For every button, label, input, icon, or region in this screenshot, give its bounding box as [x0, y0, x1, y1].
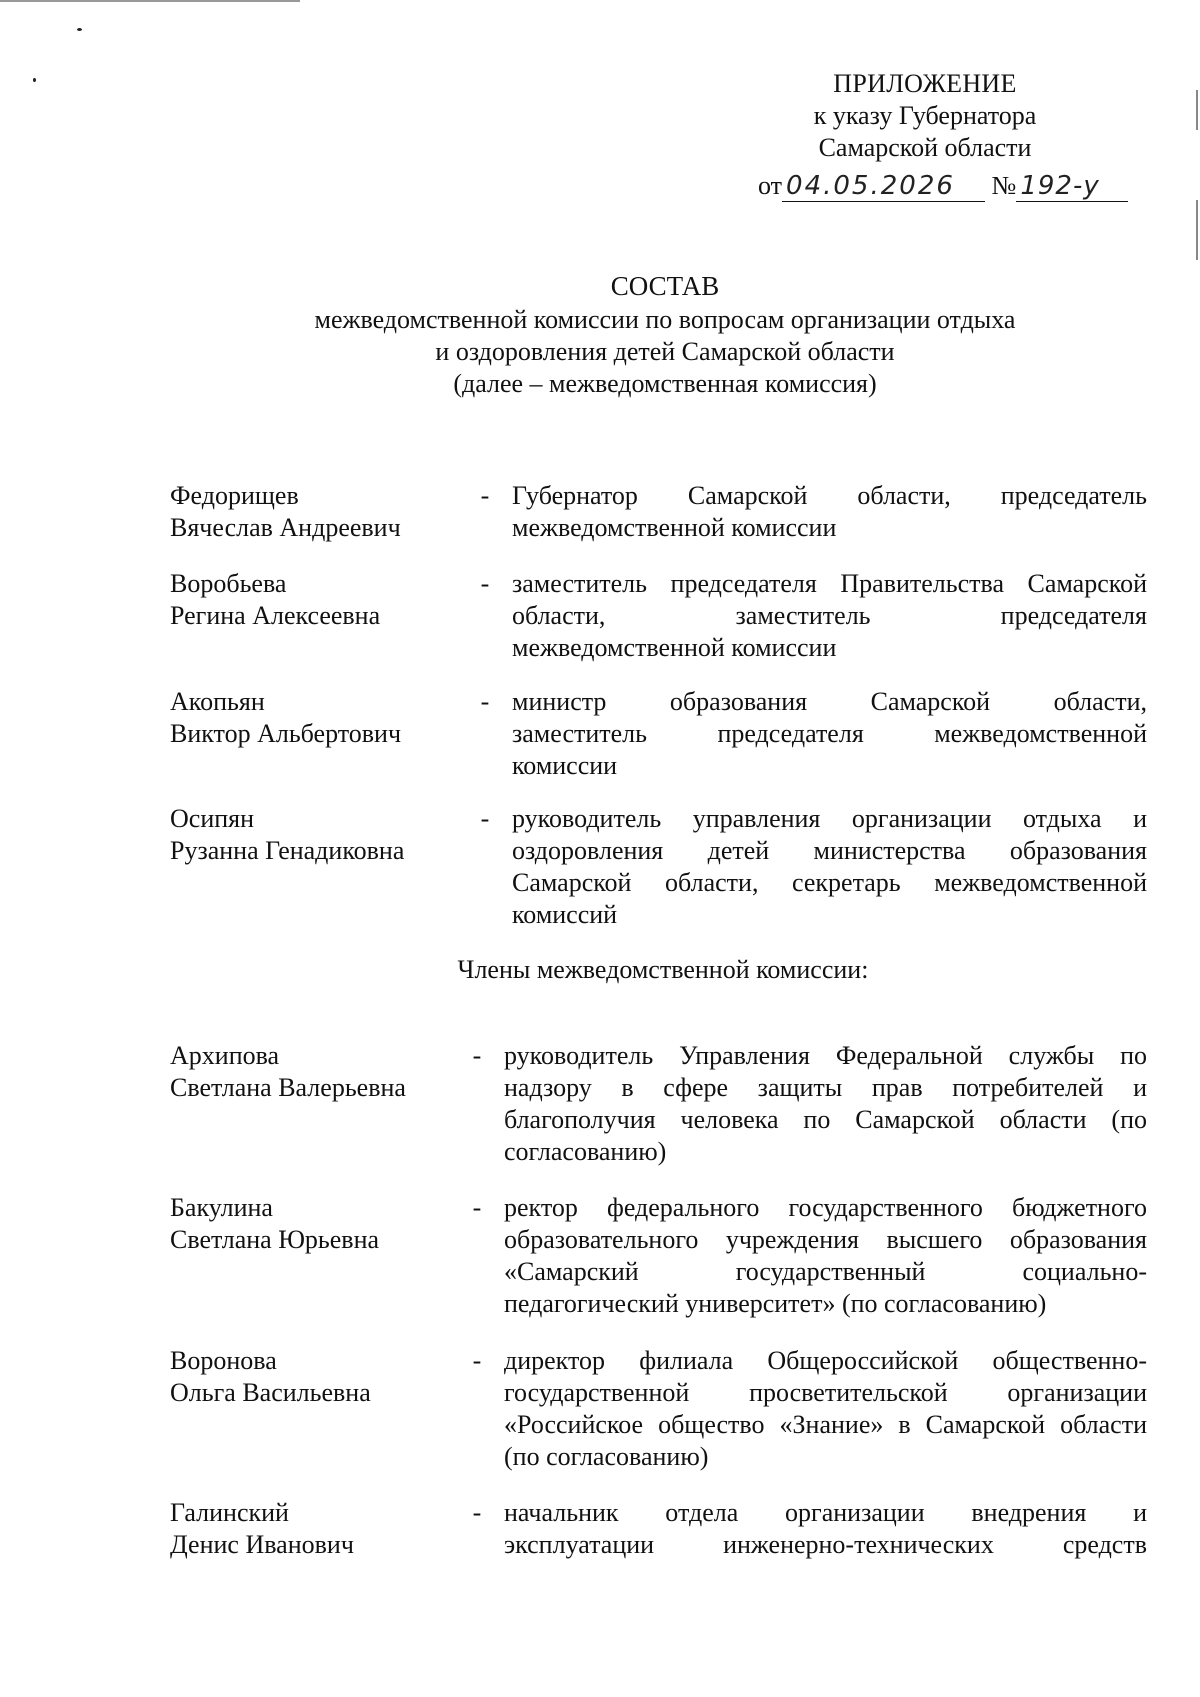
handwritten-date: 04.05.2026	[782, 171, 985, 202]
member-name	[170, 1040, 460, 1104]
document-subtitle-line: и оздоровления детей Самарской области	[435, 337, 895, 366]
members-section-title: Члены межведомственной комиссии:	[457, 955, 869, 984]
appendix-stamp	[700, 68, 1150, 164]
date-prefix: от	[758, 171, 783, 200]
member-surname: Воронова	[170, 1346, 277, 1375]
position-line: Губернатор Самарской области, председатель	[512, 481, 1147, 510]
member-surname: Архипова	[170, 1041, 280, 1070]
member-given-names: Ольга Васильевна	[170, 1378, 371, 1407]
member-given-names: Виктор Альбертович	[170, 719, 402, 748]
member-name	[170, 686, 460, 750]
member-position	[512, 480, 1147, 544]
member-given-names: Рузанна Генадиковна	[170, 836, 405, 865]
position-line: руководитель Управления Федеральной службы по	[504, 1041, 1147, 1070]
member-given-names: Денис Иванович	[170, 1530, 354, 1559]
position-line: педагогический университет» (по согласованию)	[504, 1289, 1047, 1318]
handwritten-number: 192-у	[1016, 171, 1128, 202]
document-subtitle-line: (далее – межведомственная комиссия)	[453, 369, 877, 398]
appendix-title: ПРИЛОЖЕНИЕ	[833, 69, 1017, 98]
position-line: оздоровления детей министерства образования	[512, 836, 1147, 865]
document-subtitle-line: межведомственной комиссии по вопросам организации отдыха	[314, 305, 1016, 334]
scan-edge-mark	[1196, 200, 1198, 260]
member-name	[170, 480, 460, 544]
appendix-date-row	[758, 170, 1178, 210]
position-line: заместитель председателя межведомственной	[512, 719, 1147, 748]
member-dash: -	[480, 481, 490, 510]
position-line: директор филиала Общероссийской общественно-	[504, 1346, 1147, 1375]
member-surname: Галинский	[170, 1498, 289, 1527]
member-surname: Осипян	[170, 804, 255, 833]
member-position	[504, 1345, 1147, 1473]
member-dash: -	[472, 1041, 482, 1070]
position-line: ректор федерального государственного бюджетного	[504, 1193, 1147, 1222]
member-position	[512, 686, 1147, 782]
member-dash: -	[472, 1498, 482, 1527]
position-line: эксплуатации инженерно-технических средств	[504, 1530, 1147, 1559]
member-position	[504, 1497, 1147, 1561]
member-name	[170, 568, 460, 632]
position-line: комиссий	[512, 900, 618, 929]
member-dash: -	[480, 569, 490, 598]
appendix-line: Самарской области	[818, 133, 1032, 162]
member-position	[512, 568, 1147, 664]
position-line: (по согласованию)	[504, 1442, 709, 1471]
position-line: межведомственной комиссии	[512, 513, 837, 542]
position-line: государственной просветительской организации	[504, 1378, 1147, 1407]
member-name	[170, 1497, 460, 1561]
position-line: образовательного учреждения высшего образования	[504, 1225, 1147, 1254]
scan-edge-line	[0, 0, 300, 2]
member-name	[170, 1345, 460, 1409]
member-position	[504, 1040, 1147, 1168]
member-position	[512, 803, 1147, 931]
position-line: начальник отдела организации внедрения и	[504, 1498, 1147, 1527]
position-line: «Самарский государственный социально-	[504, 1257, 1147, 1286]
member-dash: -	[480, 687, 490, 716]
member-dash: -	[480, 804, 490, 833]
member-name	[170, 1192, 460, 1256]
member-name	[170, 803, 460, 867]
position-line: области, заместитель председателя	[512, 601, 1147, 630]
document-title: СОСТАВ	[610, 271, 720, 301]
member-surname: Акопьян	[170, 687, 265, 716]
member-surname: Федорищев	[170, 481, 299, 510]
position-line: межведомственной комиссии	[512, 633, 837, 662]
appendix-line: к указу Губернатора	[813, 101, 1037, 130]
number-prefix: №	[991, 171, 1017, 200]
scan-edge-mark	[1196, 90, 1198, 130]
member-given-names: Регина Алексеевна	[170, 601, 381, 630]
member-dash: -	[472, 1346, 482, 1375]
scan-speck	[33, 78, 36, 82]
position-line: благополучия человека по Самарской области (по	[504, 1105, 1147, 1134]
member-position	[504, 1192, 1147, 1320]
member-surname: Воробьева	[170, 569, 287, 598]
position-line: заместитель председателя Правительства Самарской	[512, 569, 1147, 598]
member-given-names: Светлана Юрьевна	[170, 1225, 380, 1254]
position-line: комиссии	[512, 751, 618, 780]
position-line: Самарской области, секретарь межведомственной	[512, 868, 1147, 897]
position-line: министр образования Самарской области,	[512, 687, 1147, 716]
position-line: «Российское общество «Знание» в Самарской области	[504, 1410, 1147, 1439]
position-line: надзору в сфере защиты прав потребителей и	[504, 1073, 1147, 1102]
member-surname: Бакулина	[170, 1193, 273, 1222]
member-given-names: Светлана Валерьевна	[170, 1073, 406, 1102]
member-dash: -	[472, 1193, 482, 1222]
scan-speck	[77, 28, 82, 31]
position-line: руководитель управления организации отдыха и	[512, 804, 1147, 833]
member-given-names: Вячеслав Андреевич	[170, 513, 401, 542]
document-heading	[170, 270, 1160, 400]
position-line: согласованию)	[504, 1137, 667, 1166]
